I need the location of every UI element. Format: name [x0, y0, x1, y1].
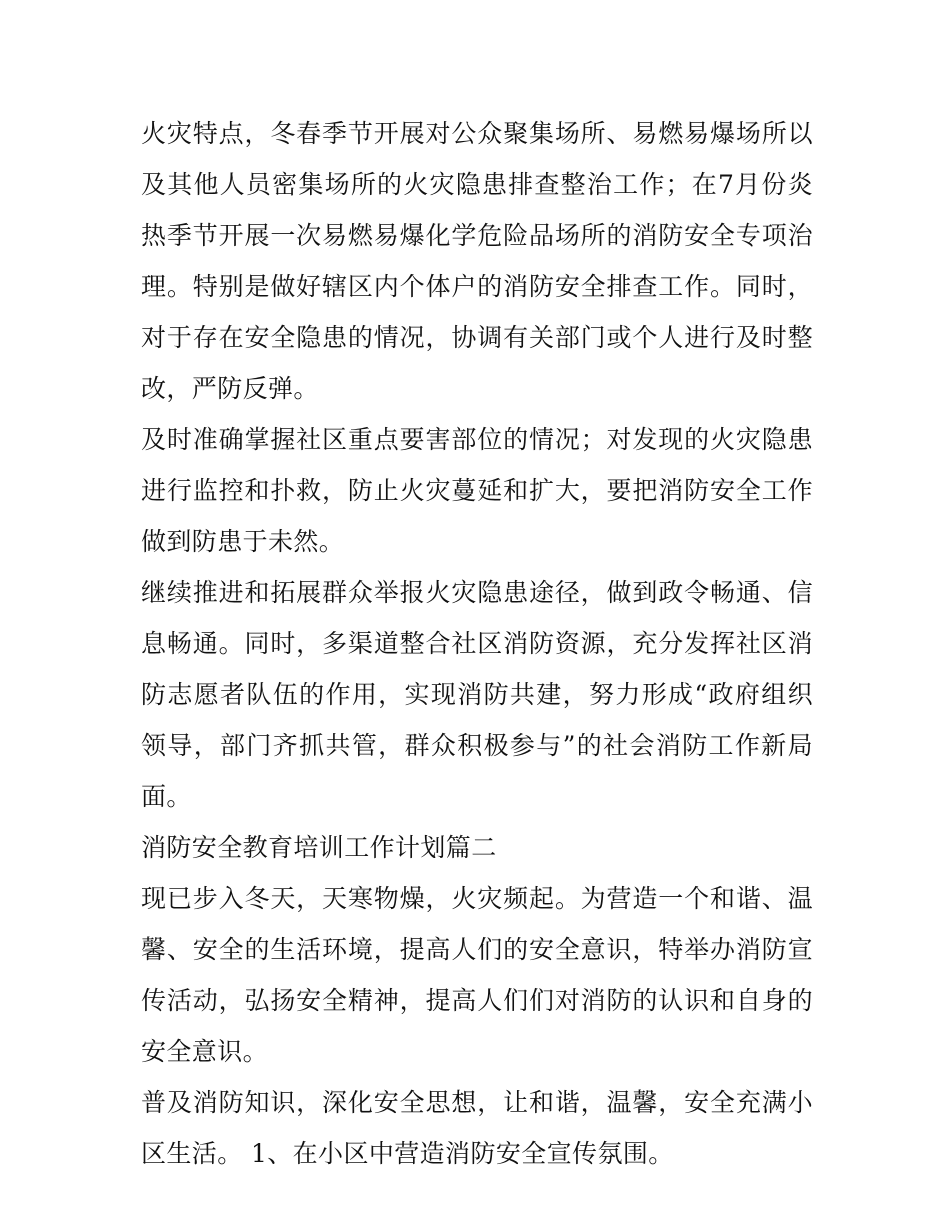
paragraph-2: 及时准确掌握社区重点要害部位的情况；对发现的火灾隐患进行监控和扑救，防止火灾蔓延和扩大，要把消防安全工作做到防患于未然。: [141, 425, 813, 556]
paragraph-4: 现已步入冬天，天寒物燥，火灾频起。为营造一个和谐、温馨、安全的生活环境，提高人们的安全意识，特举办消防宣传活动，弘扬安全精神，提高人们们对消防的认识和自身的安全意识。: [141, 884, 813, 1066]
paragraph-1: 火灾特点，冬春季节开展对公众聚集场所、易燃易爆场所以及其他人员密集场所的火灾隐患排查整治工作；在7月份炎热季节开展一次易燃易爆化学危险品场所的消防安全专项治理。特别是做好辖区内个体户的消防安全排查工作。同时，对于存在安全隐患的情况，协调有关部门或个人进行及时整改，严防反弹。: [141, 119, 813, 403]
paragraph-5: 普及消防知识，深化安全思想，让和谐，温馨，安全充满小区生活。 1、在小区中营造消防安全宣传氛围。: [141, 1088, 813, 1168]
paragraph-3: 继续推进和拓展群众举报火灾隐患途径，做到政令畅通、信息畅通。同时，多渠道整合社区消防资源，充分发挥社区消防志愿者队伍的作用，实现消防共建，努力形成“政府组织领导，部门齐抓共管，群众积极参与”的社会消防工作新局面。: [141, 578, 813, 811]
document-body: [141, 108, 813, 1179]
section-heading: 消防安全教育培训工作计划篇二: [141, 833, 497, 862]
